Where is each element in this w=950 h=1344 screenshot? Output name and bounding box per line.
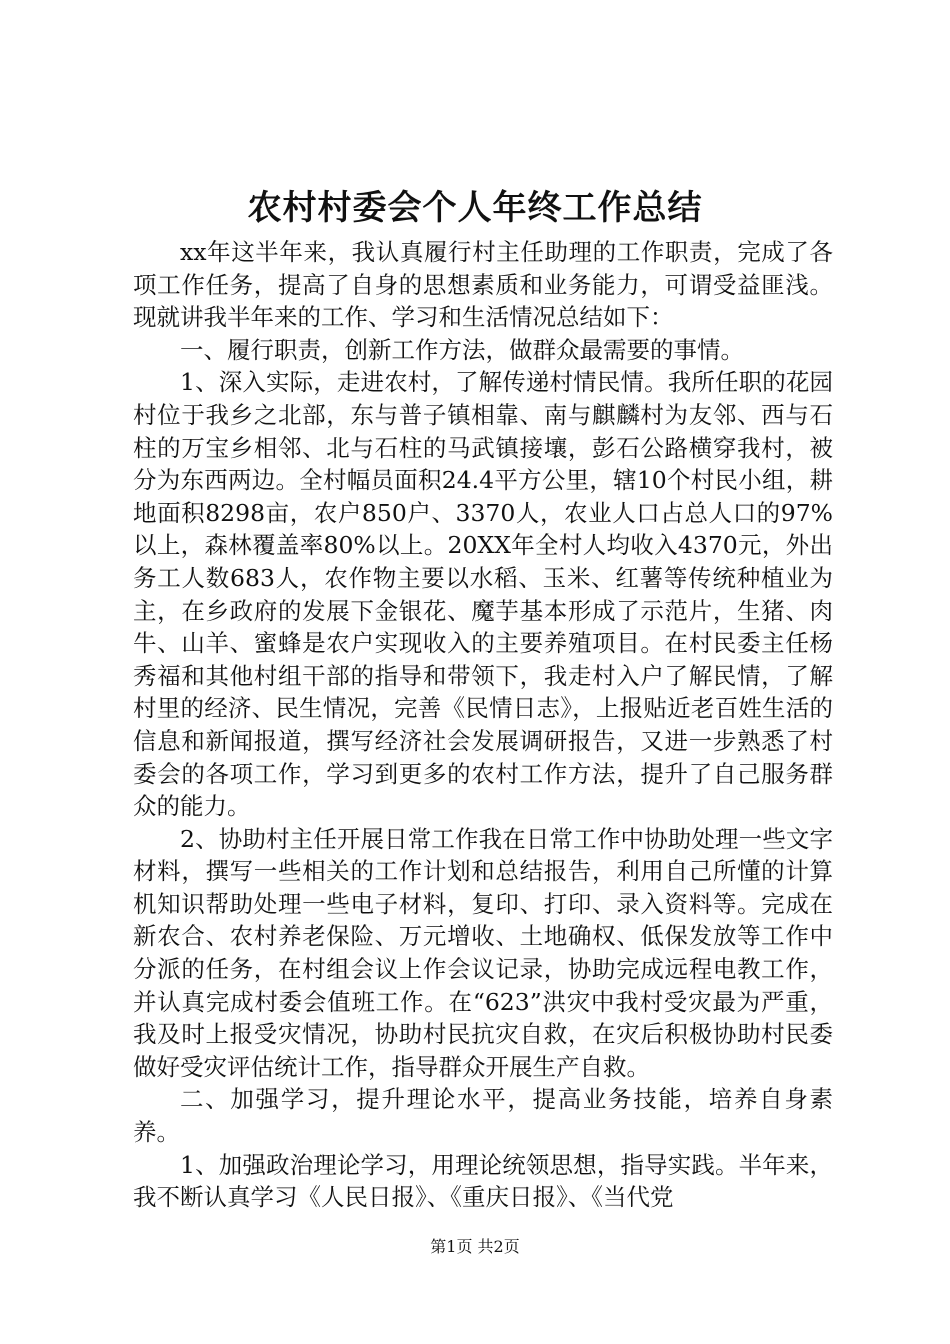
- document-body: [133, 236, 833, 1214]
- intro-paragraph: xx年这半年来，我认真履行村主任助理的工作职责，完成了各项工作任务，提高了自身的思想素质和业务能力，可谓受益匪浅。现就讲我半年来的工作、学习和生活情况总结如下：: [133, 238, 833, 332]
- section-heading-1: 一、履行职责，创新工作方法，做群众最需要的事情。: [180, 335, 744, 364]
- page-footer: 第1页 共2页: [430, 1237, 520, 1256]
- paragraph-1-1: 1、深入实际，走进农村，了解传递村情民情。我所任职的花园村位于我乡之北部，东与普子镇相靠、南与麒麟村为友邻、西与石柱的万宝乡相邻、北与石柱的马武镇接壤，彭石公路横穿我村，被分为东西两边。全村幅员面积24.4平方公里，辖10个村民小组，耕地面积8298亩，农户850户、3370人，农业人口占总人口的97%以上，森林覆盖率80%以上。20XX年全村人均收入4370元，外出务工人数683人，农作物主要以水稻、玉米、红薯等传统种植业为主，在乡政府的发展下金银花、魔芋基本形成了示范片，生猪、肉牛、山羊、蜜蜂是农户实现收入的主要养殖项目。在村民委主任杨秀福和其他村组干部的指导和带领下，我走村入户了解民情，了解村里的经济、民生情况，完善《民情日志》，上报贴近老百姓生活的信息和新闻报道，撰写经济社会发展调研报告，又进一步熟悉了村委会的各项工作，学习到更多的农村工作方法，提升了自己服务群众的能力。: [133, 368, 833, 821]
- paragraph-1-2: 2、协助村主任开展日常工作我在日常工作中协助处理一些文字材料，撰写一些相关的工作计划和总结报告，利用自己所懂的计算机知识帮助处理一些电子材料，复印、打印、录入资料等。完成在新农合、农村养老保险、万元增收、土地确权、低保发放等工作中分派的任务，在村组会议上作会议记录，协助完成远程电教工作，并认真完成村委会值班工作。在“623”洪灾中我村受灾最为严重，我及时上报受灾情况，协助村民抗灾自救，在灾后积极协助村民委做好受灾评估统计工作，指导群众开展生产自救。: [133, 824, 833, 1081]
- page-title: 农村村委会个人年终工作总结: [247, 188, 703, 228]
- paragraph-2-1: 1、加强政治理论学习，用理论统领思想，指导实践。半年来，我不断认真学习《人民日报》、《重庆日报》、《当代党: [133, 1150, 833, 1212]
- section-heading-2: 二、加强学习，提升理论水平，提高业务技能，培养自身素养。: [133, 1085, 833, 1147]
